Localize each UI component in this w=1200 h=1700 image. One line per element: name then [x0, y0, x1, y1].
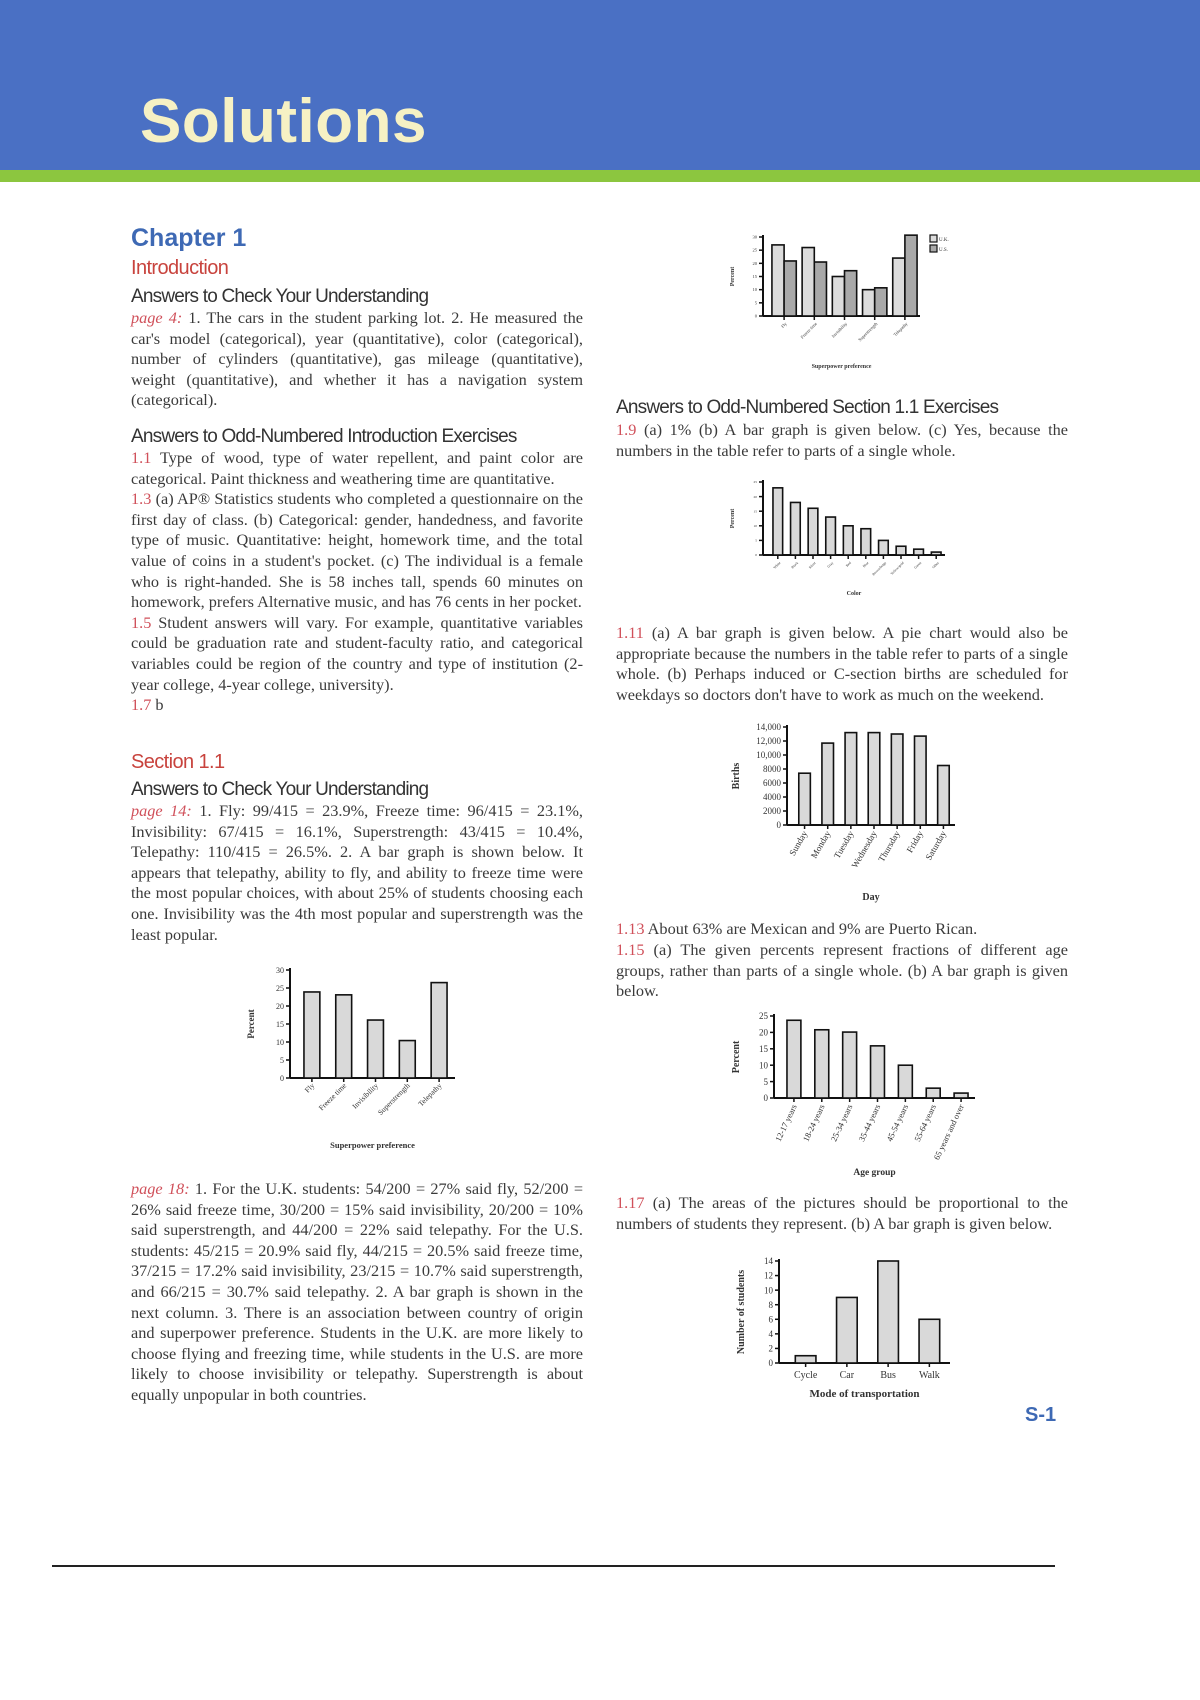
x-tick-label: Car [839, 1370, 855, 1381]
y-tick-label: 6 [768, 1314, 773, 1325]
bar-car [837, 1297, 858, 1363]
exercise-number: 1.7 [131, 695, 152, 715]
chart-superpower-uk-us [720, 225, 970, 375]
x-tick-label: 55-64 years [912, 1102, 939, 1143]
x-tick-label: Other [931, 560, 940, 570]
chart-age-group [725, 1005, 980, 1180]
y-tick-label: 14 [764, 1256, 773, 1267]
bar-35-44-years [871, 1046, 885, 1098]
exercise-text: (a) The areas of the pictures should be proportional to the numbers of students they represent. (b) A bar graph is given below. [616, 1193, 1068, 1233]
exercise-number: 1.11 [616, 623, 644, 642]
legend-label: U.K. [939, 238, 949, 243]
y-tick-label: 0 [755, 553, 757, 558]
x-tick-label: 25-34 years [828, 1102, 855, 1143]
x-tick-label: Fly [302, 1081, 317, 1095]
x-tick-label: Freeze time [799, 321, 819, 340]
y-tick-label: 10 [753, 524, 757, 529]
x-tick-label: Silver [807, 560, 817, 570]
x-tick-label: Walk [918, 1370, 940, 1381]
y-tick-label: 20 [759, 1027, 768, 1038]
bar-yellow-gold [896, 546, 906, 555]
section-heading-introduction: Introduction [131, 257, 229, 279]
subheading-check-understanding: Answers to Check Your Understanding [131, 286, 429, 307]
y-axis-title: Births [731, 762, 742, 790]
section-heading-1-1: Section 1.1 [131, 751, 225, 773]
bar-invisibility-uk [832, 277, 844, 317]
x-tick-label: 12-17 years [772, 1102, 799, 1143]
y-tick-label: 2 [768, 1343, 773, 1354]
y-tick-label: 5 [763, 1076, 768, 1087]
exercise-number: 1.5 [131, 612, 152, 632]
x-tick-label: Telepathy [892, 321, 909, 338]
chapter-heading: Chapter 1 [131, 224, 247, 252]
bar-25-34-years [843, 1032, 857, 1098]
x-tick-label: Fly [780, 321, 788, 329]
chart-transportation [730, 1250, 960, 1405]
y-tick-label: 0 [754, 313, 757, 319]
paragraph-text: 1. For the U.K. students: 54/200 = 27% said fly, 52/200 = 26% said freeze time, 30/200 = 15% said invisibility, 20/200 = 10% said superstrength, and 44/200 = 22% said telepathy. For the U.S. students: 45/215 = 20.9% said fly, 44/215 = 20.5% said freeze time, 37/215 = 17.2% said invisibility, 23/215 = 10.7% said superstrength, and 66/215 = 30.7% said telepathy. 2. A bar graph is shown in the next column. 3. There is an association between country of origin and superpower preference. Students in the U.K. are more likely to choose flying and freezing time, while students in the U.S. are more likely to choose invisibility or telepathy. Superstrength is about equally unpopular in both countries. [131, 1179, 583, 1404]
bar-freeze-time-us [814, 262, 826, 316]
paragraph-text: 1. The cars in the student parking lot. 2. He measured the car's model (categorical), year (quantitative), color (categorical), number of cylinders (quantitative), gas mileage (quantitative), weight (quantitative), and whether it has a navigation system (categorical). [131, 308, 583, 410]
subheading-section-exercises: Answers to Odd-Numbered Section 1.1 Exercises [616, 397, 999, 418]
y-tick-label: 5 [754, 300, 757, 306]
bar-gray [826, 517, 836, 555]
y-tick-label: 25 [759, 1011, 768, 1022]
bar-saturday [938, 766, 950, 826]
y-tick-label: 0 [763, 1093, 768, 1104]
y-tick-label: 20 [753, 494, 757, 499]
exercise-1-13 [616, 919, 1068, 940]
header-stripe [0, 170, 1200, 182]
exercise-1-15 [616, 940, 1068, 1002]
exercise-1-17 [616, 1193, 1068, 1234]
x-tick-label: Superstrength [375, 1081, 412, 1117]
bar-sunday [799, 773, 811, 825]
x-tick-label: Invisibility [350, 1081, 380, 1111]
bar-freeze-time [336, 995, 352, 1078]
legend-swatch-uk [930, 235, 937, 242]
y-tick-label: 12,000 [756, 736, 781, 747]
x-tick-label: Red [845, 560, 852, 568]
bar-fly-uk [772, 245, 784, 316]
exercise-item [131, 695, 583, 716]
y-tick-label: 25 [276, 983, 284, 993]
exercise-1-11 [616, 623, 1068, 705]
x-tick-label: Black [790, 560, 800, 570]
chart-births [725, 715, 965, 907]
bar-45-54-years [898, 1065, 912, 1098]
x-tick-label: Yellow/gold [889, 560, 905, 576]
x-tick-label: Gray [826, 560, 835, 569]
y-tick-label: 8000 [763, 764, 781, 775]
bar-invisibility-us [845, 271, 857, 316]
bar-thursday [891, 734, 903, 825]
bar-freeze-time-uk [802, 248, 814, 316]
y-tick-label: 4000 [763, 792, 781, 803]
x-tick-label: Telepathy [416, 1081, 444, 1109]
x-tick-label: 35-44 years [856, 1102, 883, 1143]
exercise-item [131, 448, 583, 489]
y-axis-title: Percent [730, 266, 736, 287]
x-tick-label: Cycle [793, 1370, 818, 1381]
y-tick-label: 5 [280, 1055, 284, 1065]
intro-exercises [131, 448, 583, 716]
bar-telepathy-us [905, 235, 917, 316]
bar-other [931, 552, 941, 555]
y-tick-label: 4 [768, 1329, 773, 1340]
x-axis-title: Day [862, 892, 880, 903]
y-axis-title: Percent [730, 508, 736, 529]
bar-cycle [795, 1356, 816, 1363]
bar-invisibility [368, 1020, 384, 1078]
x-tick-label: Friday [904, 829, 926, 855]
exercise-text: About 63% are Mexican and 9% are Puerto Rican. [644, 919, 978, 938]
x-tick-label: Bus [880, 1370, 896, 1381]
bar-telepathy-uk [893, 258, 905, 316]
page-number: S-1 [1025, 1404, 1057, 1426]
y-tick-label: 5 [755, 538, 757, 543]
bar-12-17-years [787, 1020, 801, 1098]
exercise-number: 1.17 [616, 1193, 645, 1212]
bar-fly-us [784, 261, 796, 316]
x-axis-title: Superpower preference [811, 364, 872, 370]
y-tick-label: 10 [759, 1060, 768, 1071]
exercise-item [131, 613, 583, 695]
exercise-number: 1.9 [616, 420, 637, 439]
x-tick-label: Freeze time [316, 1081, 349, 1113]
exercise-number: 1.3 [131, 489, 152, 509]
y-tick-label: 15 [276, 1019, 284, 1029]
bar-monday [822, 743, 834, 825]
bar-18-24-years [815, 1030, 829, 1098]
y-axis-title: Percent [246, 1009, 256, 1039]
y-tick-label: 10 [752, 287, 757, 293]
y-tick-label: 14,000 [756, 722, 781, 733]
y-tick-label: 12 [764, 1270, 773, 1281]
y-axis-title: Number of students [736, 1269, 747, 1355]
x-tick-label: Superstrength [857, 321, 879, 343]
bar-red [843, 526, 853, 555]
bar-superstrength-uk [863, 290, 875, 316]
bar-superstrength-us [875, 288, 887, 316]
bar-blue [861, 529, 871, 555]
exercise-text: b [151, 695, 164, 715]
y-tick-label: 25 [752, 247, 757, 253]
page-title: Solutions [140, 87, 427, 156]
x-tick-label: Sunday [787, 829, 810, 858]
y-tick-label: 0 [280, 1073, 284, 1083]
y-tick-label: 0 [768, 1358, 773, 1369]
y-tick-label: 15 [753, 509, 757, 514]
y-tick-label: 2000 [763, 806, 781, 817]
x-tick-label: Tuesday [831, 829, 856, 861]
exercise-1-9 [616, 420, 1068, 461]
bar-green [914, 549, 924, 555]
bar-black [791, 502, 801, 555]
x-axis-title: Color [846, 591, 862, 597]
y-tick-label: 10 [276, 1037, 284, 1047]
y-tick-label: 20 [752, 260, 757, 266]
bar-wednesday [868, 733, 880, 825]
paragraph-page-4 [131, 308, 583, 411]
x-axis-title: Mode of transportation [809, 1388, 920, 1400]
exercise-item [131, 489, 583, 613]
paragraph-page-18 [131, 1179, 583, 1406]
exercise-text: (a) AP® Statistics students who completed a questionnaire on the first day of class. (b) Categorical: gender, handedness, and favorite type of music. Quantitative: height, homework time, and the total value of coins in a student's pocket. (c) The individual is a female who is right-handed. She is 58 inches tall, spends 60 minutes on homework, prefers Alternative music, and has 76 cents in her pocket. [131, 489, 583, 612]
y-tick-label: 0 [776, 820, 781, 831]
bar-white [773, 488, 783, 555]
bar-tuesday [845, 733, 857, 825]
footer-rule [52, 1565, 1055, 1567]
x-tick-label: White [772, 560, 782, 570]
page-ref: page 18: [131, 1179, 190, 1198]
x-tick-label: Brown/beige [871, 560, 888, 577]
chart-superpower [240, 960, 470, 1160]
y-tick-label: 30 [752, 234, 757, 240]
bar-telepathy [431, 983, 447, 1078]
legend-label: U.S. [939, 248, 948, 253]
exercise-text: (a) The given percents represent fractions of different age groups, rather than parts of a single whole. (b) A bar graph is given below. [616, 940, 1068, 1001]
y-tick-label: 25 [753, 480, 757, 485]
x-tick-label: 45-54 years [884, 1102, 911, 1143]
bar-55-64-years [926, 1088, 940, 1098]
x-tick-label: Invisibility [830, 321, 849, 339]
exercise-text: Type of wood, type of water repellent, and paint color are categorical. Paint thickness and weathering time are quantitative. [131, 448, 583, 488]
x-tick-label: 65 years and over [931, 1102, 966, 1162]
y-tick-label: 15 [752, 274, 757, 280]
y-tick-label: 20 [276, 1001, 284, 1011]
bar-friday [915, 736, 927, 825]
x-tick-label: Blue [861, 560, 870, 569]
x-tick-label: Thursday [876, 829, 902, 864]
bar-superstrength [399, 1041, 415, 1078]
bar-fly [304, 992, 320, 1078]
subheading-check-understanding-2: Answers to Check Your Understanding [131, 779, 429, 800]
bar-65-years-and-over [954, 1093, 968, 1098]
y-tick-label: 8 [768, 1299, 773, 1310]
y-tick-label: 30 [276, 965, 284, 975]
y-tick-label: 15 [759, 1043, 768, 1054]
x-tick-label: 18-24 years [800, 1102, 827, 1143]
x-tick-label: Monday [808, 829, 833, 860]
exercise-number: 1.1 [131, 448, 152, 467]
x-axis-title: Age group [853, 1168, 896, 1178]
y-axis-title: Percent [731, 1040, 742, 1074]
x-tick-label: Green [913, 560, 923, 570]
page-ref: page 14: [131, 801, 192, 820]
y-tick-label: 10,000 [756, 750, 781, 761]
page-ref: page 4: [131, 308, 183, 327]
exercise-text: Student answers will vary. For example, quantitative variables could be graduation rate and student-faculty ratio, and categorical variables could be region of the country and type of institution (2-year college, 4-year college, university). [131, 612, 583, 694]
exercise-text: (a) 1% (b) A bar graph is given below. (c) Yes, because the numbers in the table refer to parts of a single whole. [616, 420, 1068, 460]
x-tick-label: Wednesday [849, 829, 879, 870]
paragraph-text: 1. Fly: 99/415 = 23.9%, Freeze time: 96/415 = 23.1%, Invisibility: 67/415 = 16.1%, Superstrength: 43/415 = 10.4%, Telepathy: 110/415 = 26.5%. 2. A bar graph is shown below. It appears that telepathy, ability to fly, and ability to freeze time were the most popular choices, with about 25% of students choosing each one. Invisibility was the 4th most popular and superstrength was the least popular. [131, 801, 584, 944]
paragraph-page-14 [131, 801, 583, 945]
bar-walk [919, 1319, 940, 1363]
x-tick-label: Saturday [923, 829, 949, 862]
bar-bus [878, 1261, 899, 1363]
exercise-number: 1.15 [616, 940, 645, 959]
y-tick-label: 10 [764, 1285, 773, 1296]
exercise-text: (a) A bar graph is given below. A pie chart would also be appropriate because the numbers in the table refer to parts of a single whole. (b) Perhaps induced or C-section births are scheduled for weekdays so doctors don't have to work as much on the weekend. [616, 623, 1068, 704]
bar-brown-beige [879, 540, 889, 555]
y-tick-label: 6000 [763, 778, 781, 789]
legend-swatch-us [930, 245, 937, 252]
bar-silver [808, 508, 818, 555]
subheading-intro-exercises: Answers to Odd-Numbered Introduction Exercises [131, 426, 517, 447]
x-axis-title: Superpower preference [330, 1140, 415, 1150]
chart-car-color [720, 475, 960, 600]
exercise-number: 1.13 [616, 919, 645, 938]
